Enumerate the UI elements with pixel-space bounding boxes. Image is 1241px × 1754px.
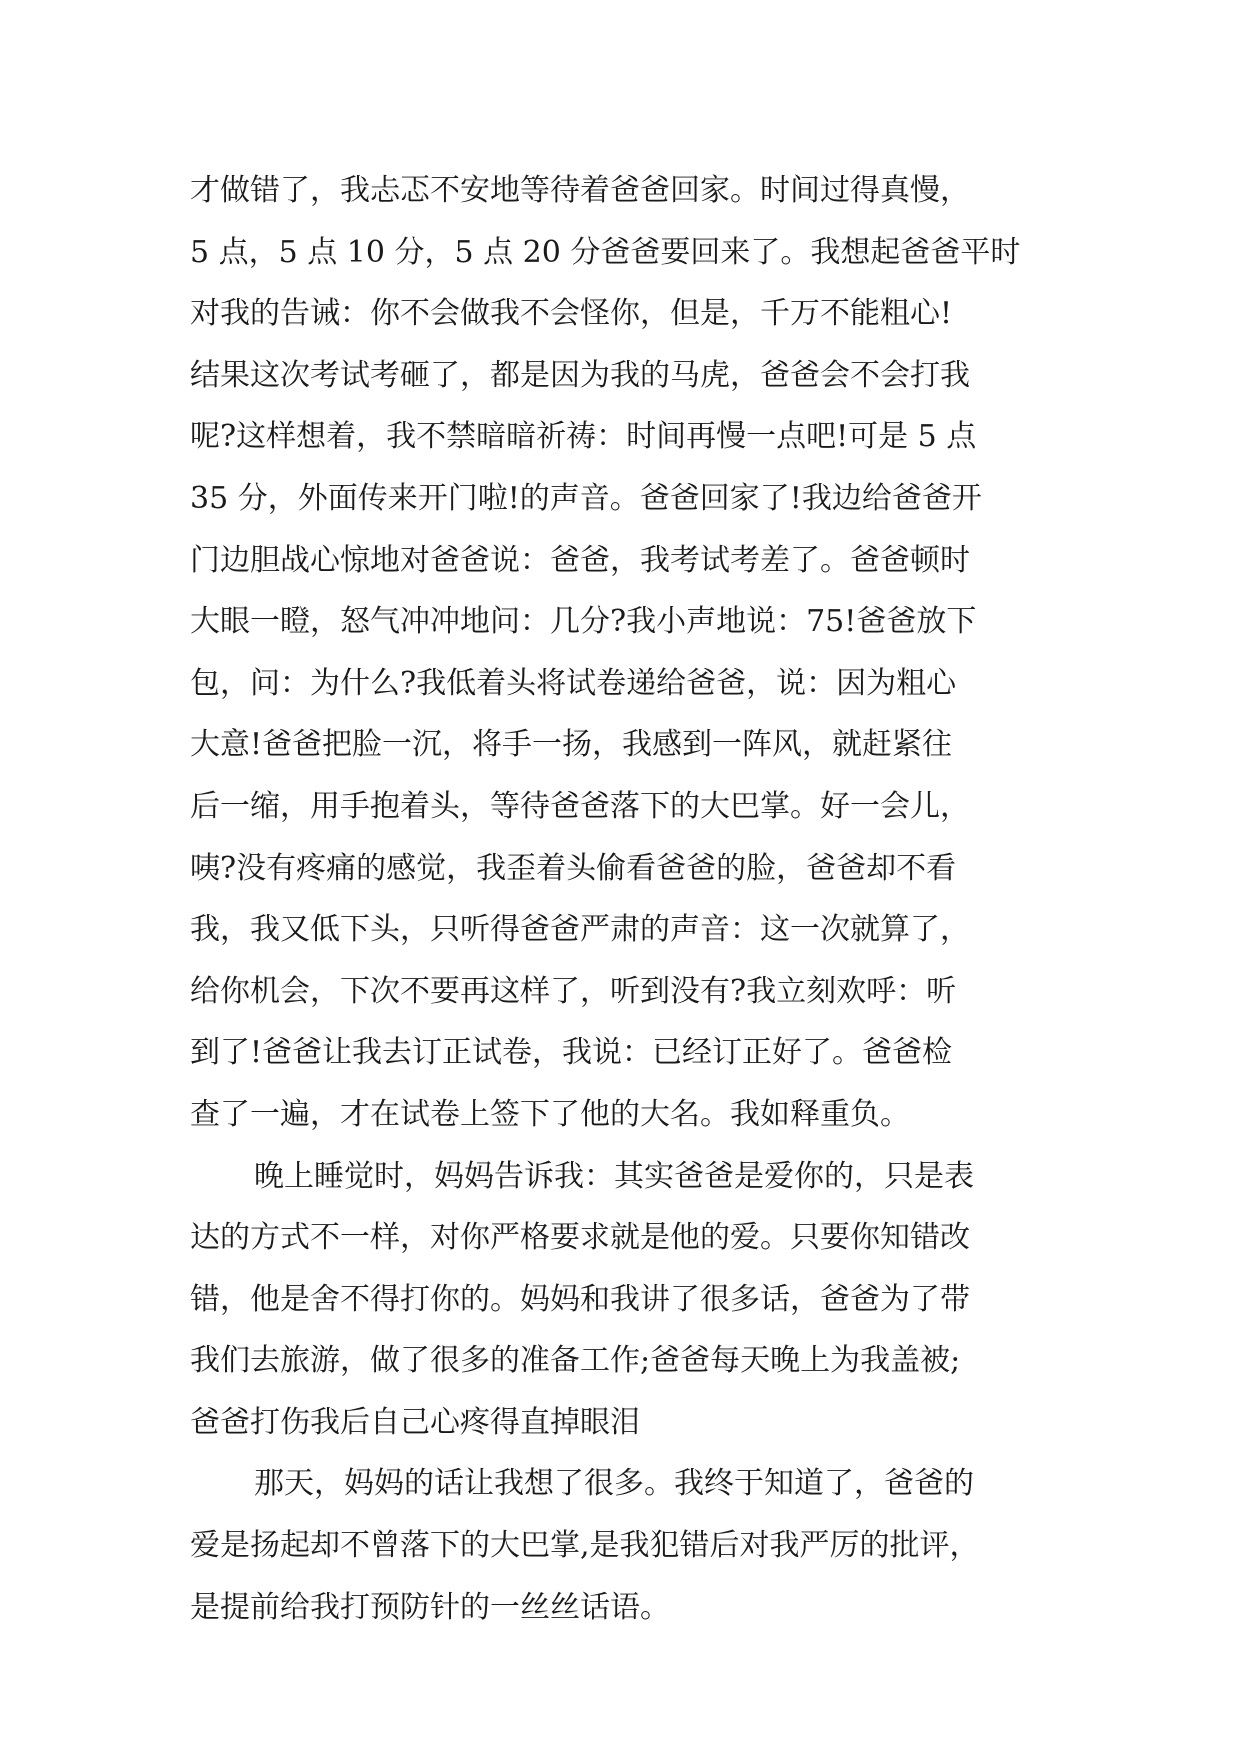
text-line: 爱是扬起却不曾落下的大巴掌,是我犯错后对我严厉的批评，	[190, 1528, 980, 1564]
text-line: 大眼一瞪，怒气冲冲地问：几分?我小声地说：75!爸爸放下	[190, 604, 977, 640]
text-line: 35 分，外面传来开门啦!的声音。爸爸回家了!我边给爸爸开	[190, 480, 982, 516]
text-line: 查了一遍，才在试卷上签下了他的大名。我如释重负。	[190, 1096, 910, 1132]
text-line: 咦?没有疼痛的感觉，我歪着头偷看爸爸的脸，爸爸却不看	[190, 850, 957, 886]
text-line: 呢?这样想着，我不禁暗暗祈祷：时间再慢一点吧!可是 5 点	[190, 419, 977, 455]
text-line: 对我的告诫：你不会做我不会怪你，但是，千万不能粗心!	[190, 296, 953, 332]
text-line: 我们去旅游，做了很多的准备工作;爸爸每天晚上为我盖被;	[190, 1343, 961, 1379]
text-line: 到了!爸爸让我去订正试卷，我说：已经订正好了。爸爸检	[190, 1035, 953, 1071]
text-line: 大意!爸爸把脸一沉，将手一扬，我感到一阵风，就赶紧往	[190, 727, 953, 763]
text-line: 包，问：为什么?我低着头将试卷递给爸爸，说：因为粗心	[190, 665, 957, 701]
text-line: 错，他是舍不得打你的。妈妈和我讲了很多话，爸爸为了带	[190, 1281, 970, 1317]
text-line: 才做错了，我忐忑不安地等待着爸爸回家。时间过得真慢，	[190, 173, 970, 208]
text-line: 结果这次考试考砸了，都是因为我的马虎，爸爸会不会打我	[190, 357, 970, 393]
text-line: 门边胆战心惊地对爸爸说：爸爸，我考试考差了。爸爸顿时	[190, 542, 970, 578]
text-line: 我，我又低下头，只听得爸爸严肃的声音：这一次就算了，	[190, 912, 970, 948]
text-line: 后一缩，用手抱着头，等待爸爸落下的大巴掌。好一会儿，	[190, 788, 970, 824]
paragraph-2	[190, 1146, 1070, 1454]
text-line: 那天，妈妈的话让我想了很多。我终于知道了，爸爸的	[254, 1466, 974, 1502]
text-line: 给你机会，下次不要再这样了，听到没有?我立刻欢呼：听	[190, 973, 957, 1009]
text-line: 爸爸打伤我后自己心疼得直掉眼泪	[190, 1404, 640, 1440]
text-line: 晚上睡觉时，妈妈告诉我：其实爸爸是爱你的，只是表	[254, 1158, 974, 1194]
body-text	[190, 160, 1070, 1638]
text-line: 是提前给我打预防针的一丝丝话语。	[190, 1589, 670, 1625]
paragraph-1	[190, 160, 1070, 1146]
paragraph-3	[190, 1453, 1070, 1638]
text-line: 达的方式不一样，对你严格要求就是他的爱。只要你知错改	[190, 1220, 970, 1256]
text-line: 5 点，5 点 10 分，5 点 20 分爸爸要回来了。我想起爸爸平时	[190, 234, 1021, 270]
